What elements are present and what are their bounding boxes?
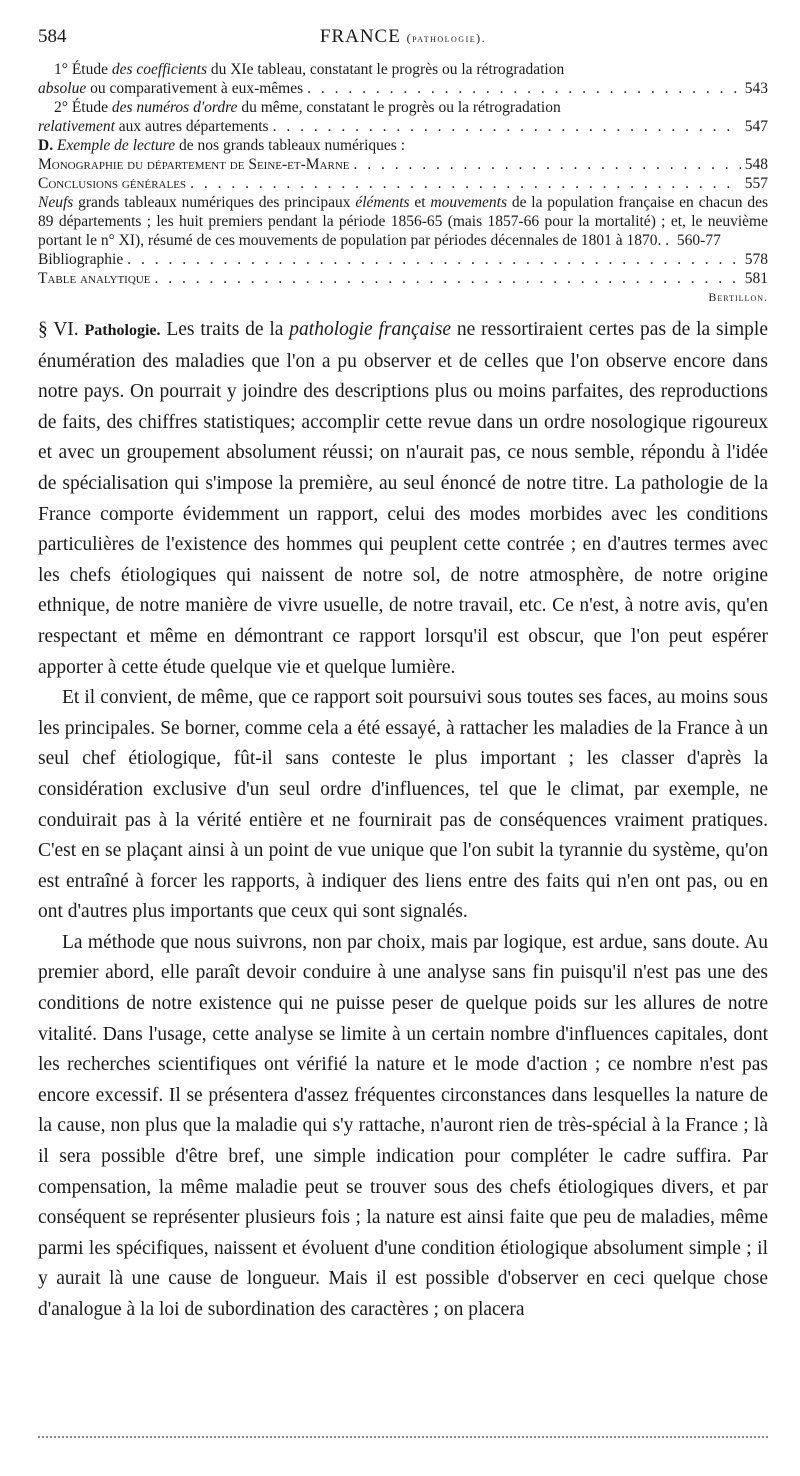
toc-entry (38, 174, 768, 193)
emphasized-phrase: pathologie française (289, 319, 452, 340)
dot-leader (190, 174, 741, 193)
toc-entry-text: grands tableaux numériques des principaux (73, 194, 356, 211)
toc-page-number: 578 (744, 251, 768, 268)
toc-page-number: 557 (744, 175, 768, 192)
section-number: § VI. (38, 319, 79, 340)
author-signature: Bertillon. (708, 290, 768, 304)
footer-rule (38, 1436, 768, 1438)
toc-entry-text: de la population française en chacun des 89 départements ; les huit premiers pendant la période 1856-65 (mais 1857-66 pour la mortalité) ; et, le neuvième portant le n° XI), résumé de ces mouvements de population par périodes décennales de 1801 à 1870. (38, 194, 768, 249)
toc-page-number: 548 (744, 156, 768, 173)
toc-entry: Neufs grands tableaux numériques des principaux éléments et mouvements de la population française en chacun des 89 départements ; les huit premiers pendant la période 1856-65 (mais 1857-66 pour la mortalité) ; et, le neuvième portant le n° XI), résumé de ces mouvements de population par périodes décennales de 1801 à 1870. . 560-77 (38, 194, 768, 249)
toc-entry-text: aux autres départements (114, 118, 269, 135)
paragraph: La méthode que nous suivrons, non par choix, mais par logique, est ardue, sans doute. Au premier abord, elle paraît devoir conduire à une analyse sans fin puisqu'il n'est pas une des conditions de notre existence qui ne puisse peser de quelque poids sur les allures de notre vitalité. Dans l'usage, cette analyse se limite à un certain nombre d'influences capitales, dont les recherches scientifiques ont vérifié la nature et le mode d'action ; ce nombre n'est pas encore excessif. Il se présentera d'assez fréquentes circonstances dans lesquelles la nature de la cause, non plus que la maladie qui s'y rattache, n'auront rien de très-spécial à la France ; là il sera possible d'être bref, une simple indication pour compléter le cadre suffira. Par compensation, la même maladie peut se trouver sous des chefs étiologiques divers, et par conséquent se représenter plusieurs fois ; la nature est ainsi faite que peu de maladies, même parmi les spécifiques, naissent et évoluent d'une condition étiologique absolument simple ; il y aurait là une cause de longueur. Mais il est possible d'observer en ceci quelque chose d'analogue à la loi de subordination des caractères ; on placera (38, 931, 768, 1320)
dot-leader (154, 269, 740, 288)
toc-entry-lead: 1° Étude (54, 61, 112, 78)
toc-entry-italic: des numéros d'ordre (111, 99, 238, 116)
toc-entry-lead: D. (38, 137, 54, 154)
document-page (38, 26, 768, 1326)
running-header (38, 26, 768, 60)
toc-entry (38, 60, 768, 98)
section-body (38, 315, 768, 1326)
page-number: 584 (38, 26, 67, 47)
toc-entry-italic: éléments (355, 194, 410, 211)
toc-entry-italic: des coefficients (111, 61, 207, 78)
toc-entry-italic: relativement (38, 118, 115, 135)
dot-leader (353, 155, 740, 174)
toc-entry-text: de nos grands tableaux numériques : (175, 137, 406, 154)
running-title-main: FRANCE (319, 26, 401, 47)
table-of-contents (38, 60, 768, 288)
toc-page-number: 543 (744, 80, 768, 97)
running-title (38, 26, 768, 48)
toc-entry-italic: Neufs (38, 194, 74, 211)
toc-entry (38, 250, 768, 269)
toc-entry (38, 269, 768, 288)
dot-leader (307, 79, 741, 98)
toc-entry-italic: mouvements (430, 194, 508, 211)
toc-entry-text: ou comparativement à eux-mêmes (86, 80, 304, 97)
toc-entry-smallcaps: Table analytique (38, 270, 151, 287)
dot-leader (127, 250, 741, 269)
toc-entry-text: du même, constatant le progrès ou la rétrogradation (237, 99, 561, 116)
toc-entry-lead: 2° Étude (54, 99, 112, 116)
toc-entry-text: du XIe tableau, constatant le progrès ou la rétrogradation (206, 61, 565, 78)
toc-entry-text: et (409, 194, 431, 211)
toc-entry-smallcaps: Monographie du département de Seine-et-Marne (38, 156, 350, 173)
running-title-sub: (pathologie). (406, 31, 487, 45)
paragraph: Et il convient, de même, que ce rapport soit poursuivi sous toutes ses faces, au moins sous les principales. Se borner, comme cela a été essayé, à rattacher les maladies de la France à un seul chef étiologique, fût-il sans conteste le plus important ; les classer d'après la considération exclusive d'un seul ordre d'influences, tel que le climat, par exemple, ne conduirait pas à la vérité entière et ne fournirait pas de conséquences vraiment pratiques. C'est en se plaçant ainsi à un point de vue unique que l'on subit la tyrannie du système, qu'on est entraîné à forcer les rapports, à indiquer des liens entre des faits qui n'en ont pas, ou en ont d'autres plus importants que ceux qui sont signalés. (38, 687, 768, 923)
paragraph (38, 315, 768, 683)
toc-entry (38, 98, 768, 136)
toc-entry-italic: absolue (38, 80, 87, 97)
paragraph-text: Les traits de la pathologie française ne ressortiraient certes pas de la simple énumération des maladies que l'on a pu observer et de celles que l'on observe encore dans notre pays. On pourrait y joindre des descriptions plus ou moins parfaites, des reproductions de faits, des chiffres statistiques; accomplir cette revue dans un ordre nosologique rigoureux et avec un groupement absolument réussi; on n'aurait pas, ce nous semble, répondu à l'idée de spécialisation qui s'impose la première, au seul énoncé de notre titre. La pathologie de la France comporte évidemment un rapport, celui des modes morbides avec les conditions particulières de l'existence des hommes qui peuplent cette contrée ; en d'autres termes avec les chefs étiologiques qui naissent de notre sol, de notre atmosphère, de notre origine ethnique, de notre manière de vivre usuelle, de notre travail, etc. Ce n'est, à notre avis, qu'en respectant et même en démontrant ce rapport lorsqu'il est obscur, que l'on peut espérer apporter à cette étude quelque vie et quelque lumière. (38, 319, 769, 678)
toc-entry-smallcaps: Conclusions générales (38, 175, 187, 192)
toc-page-number: 560-77 (676, 232, 721, 249)
toc-entry (38, 136, 768, 174)
toc-entry-italic: Exemple de lecture (53, 137, 176, 154)
dot-leader (273, 117, 741, 136)
toc-page-number: 581 (744, 270, 768, 287)
toc-page-number: 547 (744, 118, 768, 135)
section-title: Pathologie. (84, 322, 161, 339)
toc-entry-text: Bibliographie (38, 251, 124, 268)
